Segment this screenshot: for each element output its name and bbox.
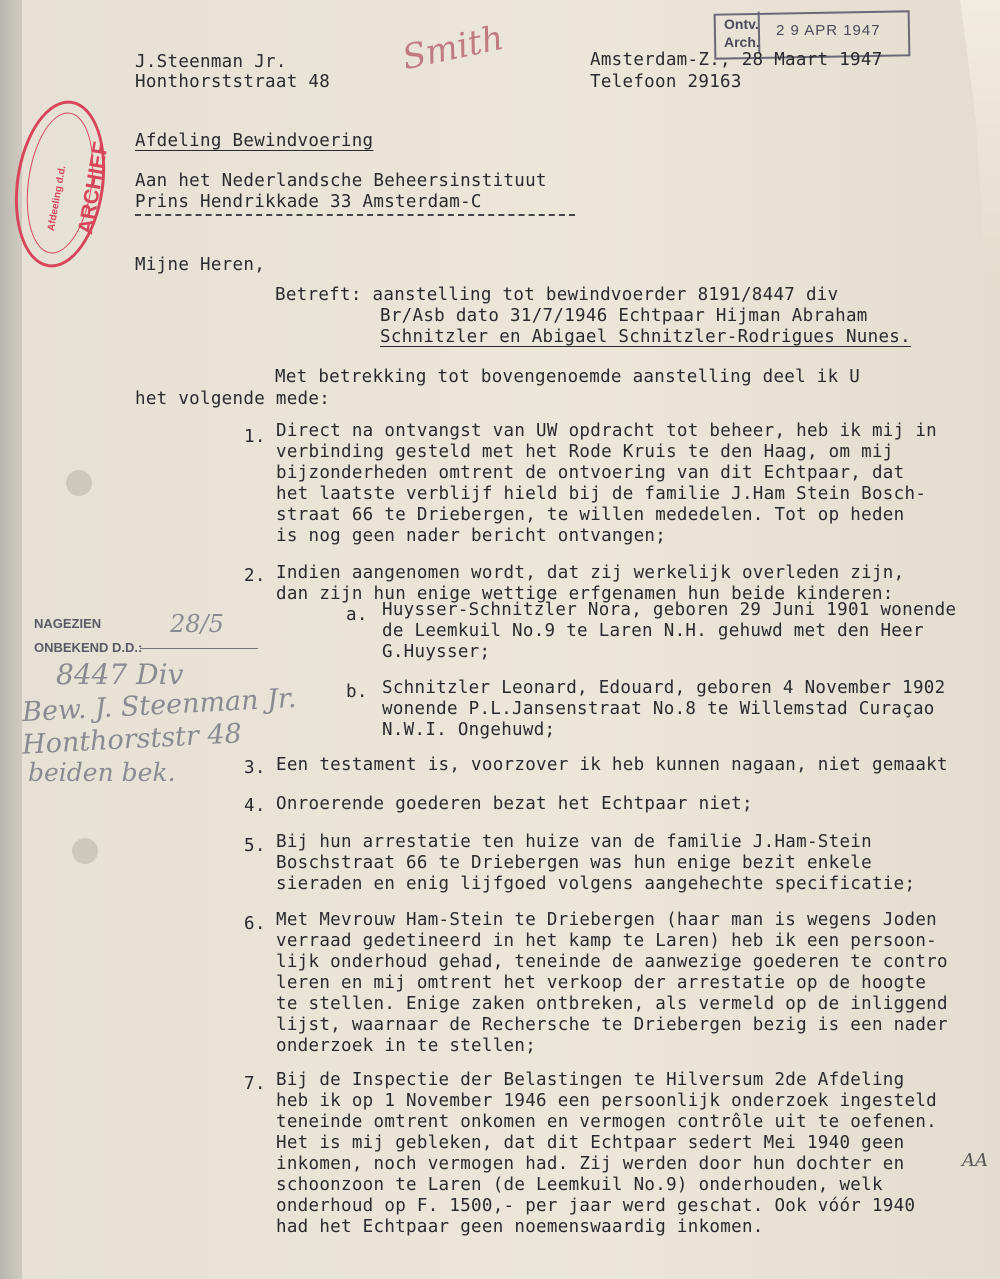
department: Afdeling Bewindvoering [135, 131, 374, 151]
received-stamp-date: 2 9 APR 1947 [776, 22, 881, 39]
item-line: teneinde omtrent onkomen en vermogen contrôle uit te oefenen. [276, 1112, 937, 1132]
item-number: 1. [244, 427, 266, 447]
item-line: Bij hun arrestatie ten huize van de familie J.Ham-Stein [276, 832, 872, 852]
item-number: 5. [244, 836, 266, 856]
item-line: Een testament is, voorzover ik heb kunnen nagaan, niet gemaakt [276, 755, 948, 775]
heir-line: de Leemkuil No.9 te Laren N.H. gehuwd met den Heer [382, 621, 924, 641]
item-line: bijzonderheden omtrent de ontvoering van dit Echtpaar, dat [276, 463, 905, 483]
item-number: 7. [244, 1074, 266, 1094]
item-number: 2. [244, 566, 266, 586]
item-number: 6. [244, 914, 266, 934]
review-stamp-line: NAGEZIEN [34, 616, 102, 631]
intro-line: het volgende mede: [135, 389, 331, 409]
item-line: dan zijn hun enige wettige erfgenamen hun beide kinderen: [276, 584, 894, 604]
addressee-line: Prins Hendrikkade 33 Amsterdam-C [135, 192, 482, 212]
pencil-note: beiden bek. [28, 758, 176, 787]
review-stamp-rule [140, 648, 258, 649]
item-line: leren en mij omtrent het verkoop der arrestatie op de hoogte [276, 973, 927, 993]
item-line: Indien aangenomen wordt, dat zij werkelijk overleden zijn, [276, 563, 905, 583]
heir-letter: b. [346, 682, 368, 702]
item-line: onderzoek in te stellen; [276, 1036, 537, 1056]
item-line: inkomen, noch vermogen had. Zij werden door hun dochter en [276, 1154, 905, 1174]
heir-line: wonende P.L.Jansenstraat No.8 te Willemstad Curaçao [382, 699, 935, 719]
pencil-note: Bew. J. Steenman Jr. [21, 682, 298, 729]
place-date: Amsterdam-Z., 28 Maart 1947 [590, 50, 883, 70]
punch-hole [66, 470, 92, 496]
punch-hole [72, 838, 98, 864]
item-line: sieraden en enig lijfgoed volgens aangehechte specificatie; [276, 874, 916, 894]
item-line: Het is mij gebleken, dat dit Echtpaar sedert Mei 1940 geen [276, 1133, 905, 1153]
heir-line: Schnitzler Leonard, Edouard, geboren 4 November 1902 [382, 678, 946, 698]
sender-address: Honthorststraat 48 [135, 72, 331, 92]
intro-line: Met betrekking tot bovengenoemde aanstelling deel ik U [275, 367, 861, 387]
subject-line: Betreft: aanstelling tot bewindvoerder 8191/8447 div [275, 285, 839, 305]
item-line: is nog geen nader bericht ontvangen; [276, 526, 667, 546]
salutation: Mijne Heren, [135, 255, 266, 275]
received-stamp-label: Arch. [724, 34, 760, 50]
telephone: Telefoon 29163 [590, 72, 742, 92]
received-stamp-label: Ontv. [724, 16, 759, 32]
item-line: lijst, waarnaar de Rechersche te Driebergen bezig is een nader [276, 1015, 948, 1035]
margin-mark: AA [962, 1150, 988, 1171]
heir-line: Huysser-Schnitzler Nora, geboren 29 Juni 1901 wonende [382, 600, 957, 620]
item-line: verraad gedetineerd in het kamp te Laren) heb ik een persoon- [276, 931, 937, 951]
item-line: het laatste verblijf hield bij de familie J.Ham Stein Bosch- [276, 484, 927, 504]
item-line: lijk onderhoud gehad, teneinde de aanwezige goederen te contro [276, 952, 948, 972]
item-line: verbinding gesteld met het Rode Kruis te den Haag, om mij [276, 442, 894, 462]
item-line: Bij de Inspectie der Belastingen te Hilversum 2de Afdeling [276, 1070, 905, 1090]
pencil-note: Honthorststr 48 [21, 718, 243, 761]
item-line: Met Mevrouw Ham-Stein te Driebergen (haar man is wegens Joden [276, 910, 937, 930]
heir-letter: a. [346, 605, 368, 625]
item-line: onderhoud op F. 1500,- per jaar werd geschat. Ook vóór 1940 [276, 1196, 916, 1216]
divider [135, 214, 575, 216]
item-line: Direct na ontvangst van UW opdracht tot beheer, heb ik mij in [276, 421, 937, 441]
item-number: 4. [244, 796, 266, 816]
item-line: Boschstraat 66 te Driebergen was hun enige bezit enkele [276, 853, 872, 873]
pencil-note: 8447 Div [56, 658, 184, 691]
subject-line: Br/Asb dato 31/7/1946 Echtpaar Hijman Abraham [380, 306, 868, 326]
addressee-line: Aan het Nederlandsche Beheersinstituut [135, 171, 547, 191]
item-line: schoonzoon te Laren (de Leemkuil No.9) onderhouden, welk [276, 1175, 883, 1195]
heir-line: N.W.I. Ongehuwd; [382, 720, 556, 740]
item-line: straat 66 te Driebergen, te willen mededelen. Tot op heden [276, 505, 905, 525]
item-line: te stellen. Enige zaken ontbreken, als vermeld op de inliggend [276, 994, 948, 1014]
subject-line: Schnitzler en Abigael Schnitzler-Rodrigues Nunes. [380, 327, 911, 347]
review-stamp-line: ONBEKEND D.D.: [34, 640, 143, 655]
heir-line: G.Huysser; [382, 642, 491, 662]
item-line: Onroerende goederen bezat het Echtpaar niet; [276, 794, 753, 814]
signature-scribble: Smith [398, 17, 508, 79]
sender-name: J.Steenman Jr. [135, 52, 287, 72]
item-line: had het Echtpaar geen noemenswaardig inkomen. [276, 1217, 764, 1237]
item-line: heb ik op 1 November 1946 een persoonlijk onderzoek ingesteld [276, 1091, 937, 1111]
archive-stamp-text: ARCHIEF [74, 140, 113, 236]
pencil-note: 28/5 [170, 610, 224, 638]
item-number: 3. [244, 758, 266, 778]
archive-stamp-small-text: Afdeeling d.d. [46, 164, 69, 232]
